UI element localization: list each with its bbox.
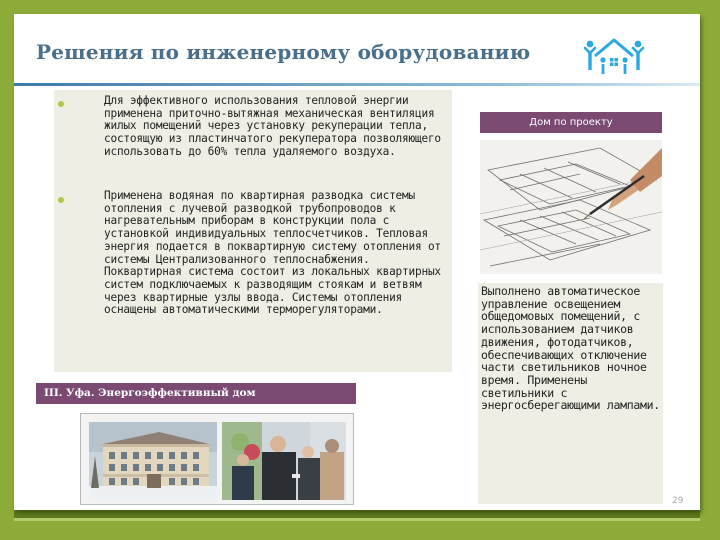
bottom-band-highlight <box>14 518 700 521</box>
bullet-marker <box>58 101 64 107</box>
photo-frame <box>80 413 354 505</box>
page-number: 29 <box>672 496 684 506</box>
bottom-band <box>14 510 700 518</box>
photo-caption: III. Уфа. Энергоэффективный дом <box>36 383 356 404</box>
project-caption: Дом по проекту <box>480 112 662 133</box>
building-photo <box>89 422 217 500</box>
bullet-marker <box>58 197 64 203</box>
bullet-text-heating: Применена водяная по квартирная разводка системы отопления с лучевой разводкой трубопроводов к нагревательным приборам в конструкции пола с установкой индивидуальных теплосчетчиков. Тепловая энергия подается в поквартирную систему отопления от системы Централизованного теплоснабжения. Поквартирная система состоит из локальных квартирных систем подключаемых к разводящим стоякам и ветвям через квартирные узлы ввода. Системы отопления оснащены автоматическими терморегуляторами. <box>104 189 441 317</box>
bullet-text-ventilation: Для эффективного использования тепловой энергии применена приточно-вытяжная механическая вентиляция жилых помещений через установку рекуперации тепла, состоящую из пластинчатого рекуператора позволяющего использовать до 60% тепла удаляемого воздуха. <box>104 94 441 158</box>
lighting-text: Выполнено автоматическое управление освещением общедомовых помещений, с использованием датчиков движения, фотодатчиков, обеспечивающих отключение части светильников ночное время. Применены светильники с энергосберегающими лампами. <box>481 284 660 413</box>
family-house-logo-icon <box>583 34 645 82</box>
title-underline <box>14 83 700 86</box>
blueprint-drawing-image <box>480 140 662 274</box>
slide-title: Решения по инженерному оборудованию <box>36 40 531 64</box>
people-photo <box>222 422 346 500</box>
